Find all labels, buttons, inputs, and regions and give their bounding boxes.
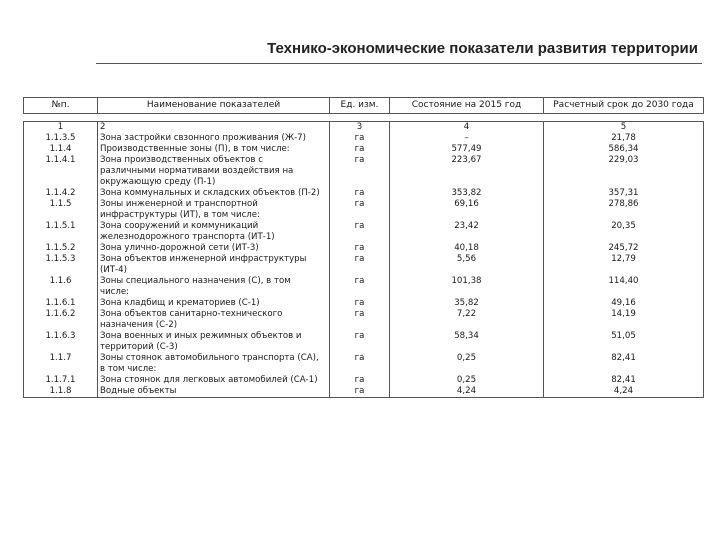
value-2015: 35,82 xyxy=(390,298,544,309)
value-2030: 357,31 xyxy=(544,188,704,199)
indicator-name-line: Зона стоянок для легковых автомобилей (СА-1) xyxy=(100,375,318,385)
table-body xyxy=(24,122,704,398)
table-row xyxy=(24,188,704,199)
indicator-name-line: Зоны специального назначения (С), в том xyxy=(100,276,291,286)
value-2030: 278,86 xyxy=(544,199,704,221)
row-number: 1 xyxy=(24,122,98,134)
table-row xyxy=(24,309,704,331)
value-2015: 69,16 xyxy=(390,199,544,221)
header-state-2015: Состояние на 2015 год xyxy=(390,98,544,114)
unit-cell: га xyxy=(330,276,390,298)
title-underline xyxy=(96,63,702,64)
table-row xyxy=(24,144,704,155)
indicator-name-line: Зона улично-дорожной сети (ИТ-3) xyxy=(100,243,259,253)
indicator-name-line: числе: xyxy=(100,287,130,297)
row-number: 1.1.5.1 xyxy=(24,221,98,243)
value-2015: 223,67 xyxy=(390,155,544,188)
page-title: Технико-экономические показатели развития территории xyxy=(267,40,698,57)
value-2015: 5,56 xyxy=(390,254,544,276)
indicator-name-line: Зона объектов санитарно-технического xyxy=(100,309,283,319)
table-row xyxy=(24,276,704,298)
indicator-name-line: окружающую среду (П-1) xyxy=(100,177,216,187)
value-2030: 21,78 xyxy=(544,133,704,144)
row-number: 1.1.8 xyxy=(24,386,98,398)
table-row xyxy=(24,221,704,243)
unit-cell: га xyxy=(330,331,390,353)
unit-cell: га xyxy=(330,199,390,221)
row-number: 1.1.4.2 xyxy=(24,188,98,199)
unit-cell: га xyxy=(330,386,390,398)
value-2015: 0,25 xyxy=(390,353,544,375)
unit-cell: га xyxy=(330,375,390,386)
row-number: 1.1.5.3 xyxy=(24,254,98,276)
unit-cell: га xyxy=(330,254,390,276)
header-num: №п. xyxy=(24,98,98,114)
indicator-name-line: железнодорожного транспорта (ИТ-1) xyxy=(100,232,275,242)
header-name: Наименование показателей xyxy=(98,98,330,114)
indicator-name-line: в том числе: xyxy=(100,364,157,374)
row-number: 1.1.6 xyxy=(24,276,98,298)
value-2030: 20,35 xyxy=(544,221,704,243)
value-2030: 49,16 xyxy=(544,298,704,309)
row-number: 1.1.3.5 xyxy=(24,133,98,144)
indicator-name xyxy=(98,199,330,221)
unit-cell: га xyxy=(330,298,390,309)
table-row xyxy=(24,375,704,386)
row-number: 1.1.4.1 xyxy=(24,155,98,188)
indicator-name xyxy=(98,133,330,144)
unit-cell: га xyxy=(330,155,390,188)
unit-cell: га xyxy=(330,133,390,144)
indicator-name-line: Зона производственных объектов с xyxy=(100,155,263,165)
indicator-name xyxy=(98,331,330,353)
indicator-name-line: территорий (С-3) xyxy=(100,342,178,352)
indicator-name-line: различными нормативами воздействия на xyxy=(100,166,294,176)
table-row xyxy=(24,243,704,254)
indicator-name xyxy=(98,221,330,243)
value-2030: 82,41 xyxy=(544,375,704,386)
indicators-table xyxy=(23,97,704,398)
row-number: 1.1.6.1 xyxy=(24,298,98,309)
value-2015: 0,25 xyxy=(390,375,544,386)
indicator-name-line: Зоны инженерной и транспортной xyxy=(100,199,258,209)
table-row xyxy=(24,254,704,276)
unit-cell: га xyxy=(330,221,390,243)
value-2015: 40,18 xyxy=(390,243,544,254)
value-2030: 12,79 xyxy=(544,254,704,276)
indicator-name xyxy=(98,298,330,309)
indicator-name xyxy=(98,144,330,155)
indicator-name xyxy=(98,243,330,254)
indicator-name xyxy=(98,122,330,134)
indicator-name-line: Зоны стоянок автомобильного транспорта (СА), xyxy=(100,353,319,363)
row-number: 1.1.6.2 xyxy=(24,309,98,331)
indicator-name xyxy=(98,276,330,298)
indicator-name-line: (ИТ-4) xyxy=(100,265,127,275)
unit-cell: 3 xyxy=(330,122,390,134)
indicator-name-line: Производственные зоны (П), в том числе: xyxy=(100,144,290,154)
indicator-name xyxy=(98,309,330,331)
value-2030: 51,05 xyxy=(544,331,704,353)
value-2030: 586,34 xyxy=(544,144,704,155)
unit-cell: га xyxy=(330,243,390,254)
value-2030: 229,03 xyxy=(544,155,704,188)
indicator-name xyxy=(98,254,330,276)
table-row xyxy=(24,331,704,353)
indicator-name xyxy=(98,188,330,199)
indicator-name-line: Зона застройки свзонного проживания (Ж-7) xyxy=(100,133,306,143)
row-number: 1.1.7.1 xyxy=(24,375,98,386)
indicator-name-line: Зона коммунальных и складских объектов (П-2) xyxy=(100,188,320,198)
indicator-name xyxy=(98,353,330,375)
value-2030: 14,19 xyxy=(544,309,704,331)
value-2015: 101,38 xyxy=(390,276,544,298)
row-number: 1.1.6.3 xyxy=(24,331,98,353)
unit-cell: га xyxy=(330,309,390,331)
table-row xyxy=(24,298,704,309)
table-row xyxy=(24,133,704,144)
header-unit: Ед. изм. xyxy=(330,98,390,114)
table-row xyxy=(24,386,704,398)
value-2015: 58,34 xyxy=(390,331,544,353)
value-2015: 4 xyxy=(390,122,544,134)
value-2030: 5 xyxy=(544,122,704,134)
value-2015: 4,24 xyxy=(390,386,544,398)
value-2030: 114,40 xyxy=(544,276,704,298)
value-2015: 577,49 xyxy=(390,144,544,155)
indicator-name-line: Зона объектов инженерной инфраструктуры xyxy=(100,254,307,264)
unit-cell: га xyxy=(330,188,390,199)
indicator-name-line: Зона сооружений и коммуникаций xyxy=(100,221,259,231)
table-row xyxy=(24,199,704,221)
table-row xyxy=(24,122,704,134)
indicator-name-line: инфраструктуры (ИТ), в том числе: xyxy=(100,210,260,220)
value-2015: 7,22 xyxy=(390,309,544,331)
value-2030: 245,72 xyxy=(544,243,704,254)
row-number: 1.1.4 xyxy=(24,144,98,155)
indicator-name-line: назначения (С-2) xyxy=(100,320,178,330)
unit-cell: га xyxy=(330,353,390,375)
unit-cell: га xyxy=(330,144,390,155)
value-2015: 23,42 xyxy=(390,221,544,243)
indicator-name xyxy=(98,375,330,386)
value-2030: 4,24 xyxy=(544,386,704,398)
header-target-2030: Расчетный срок до 2030 года xyxy=(544,98,704,114)
table-row xyxy=(24,353,704,375)
row-number: 1.1.5.2 xyxy=(24,243,98,254)
indicator-name-line: Зона кладбищ и крематориев (С-1) xyxy=(100,298,260,308)
row-number: 1.1.7 xyxy=(24,353,98,375)
indicator-name xyxy=(98,386,330,398)
table-row xyxy=(24,155,704,188)
row-number: 1.1.5 xyxy=(24,199,98,221)
table-header-row xyxy=(24,98,704,114)
value-2015: – xyxy=(390,133,544,144)
indicator-name-line: Водные объекты xyxy=(100,386,177,396)
indicator-name-line: 2 xyxy=(100,122,106,132)
indicator-name xyxy=(98,155,330,188)
value-2015: 353,82 xyxy=(390,188,544,199)
indicator-name-line: Зона военных и иных режимных объектов и xyxy=(100,331,302,341)
value-2030: 82,41 xyxy=(544,353,704,375)
